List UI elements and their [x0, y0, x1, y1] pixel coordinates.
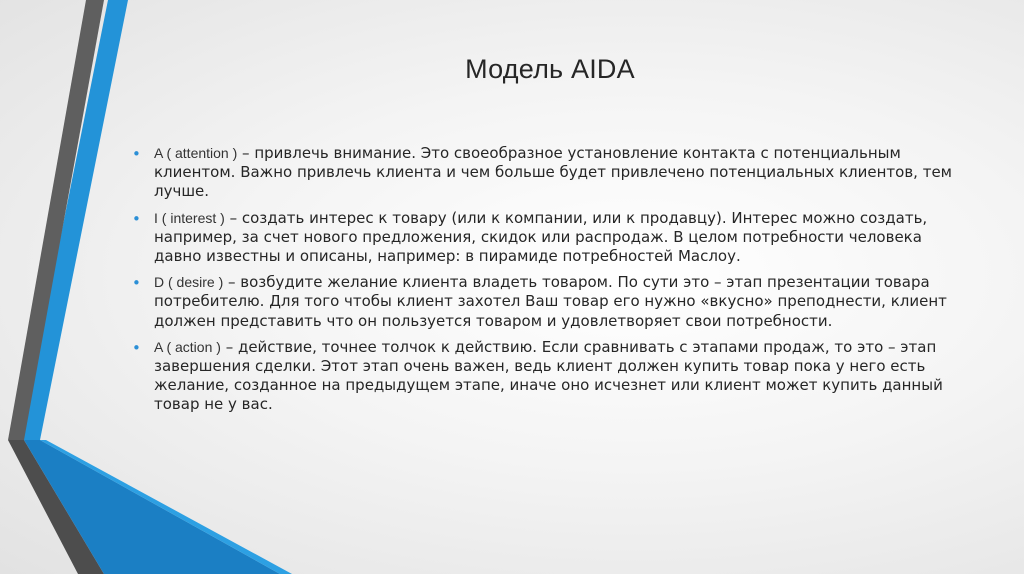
bullet-term: D ( desire ) — [154, 274, 224, 291]
bullet-paragraph — [154, 273, 952, 331]
bullet-list — [132, 144, 952, 422]
bullet-term: A ( attention ) — [154, 145, 238, 161]
bullet-dot-icon: • — [132, 209, 141, 228]
stripe-blue-upper — [20, 0, 128, 440]
bullet-paragraph — [154, 338, 952, 415]
bullet-dot-icon: • — [132, 338, 141, 357]
bullet-body: – действие, точнее толчок к действию. Если сравнивать с этапами продаж, то это – этап завершения сделки. Этот этап очень важен, ведь клиент должен купить товар пока у него есть желание, созданное на предыдущем этапе, иначе оно исчезнет или клиент может купить данный товар не у вас. — [154, 337, 943, 414]
bullet-paragraph — [154, 209, 952, 267]
bullet-dot-icon: • — [132, 145, 141, 163]
list-item — [132, 144, 952, 202]
bullet-body: – возбудите желание клиента владеть товаром. По сути это – этап презентации товара потребителю. Для того чтобы клиент захотел Ваш товар его нужно «вкусно» преподнести, клиент должен представить что он пользуется товаром и удовлетворяет свои потребности. — [154, 273, 947, 330]
bullet-term: A ( action ) — [154, 338, 221, 355]
list-item — [132, 209, 952, 267]
list-item — [132, 338, 952, 415]
slide-title: Модель AIDA — [465, 54, 635, 84]
bullet-body: – создать интерес к товару (или к компании, или к продавцу). Интерес можно создать, например, за счет нового предложения, скидок или распродаж. В целом потребности человека давно известны и описаны, например: в пирамиде потребностей Маслоу. — [154, 208, 928, 266]
bullet-term: I ( interest ) — [154, 209, 225, 226]
bullet-paragraph — [154, 144, 952, 202]
list-item — [132, 273, 952, 331]
stripe-gray-upper — [8, 0, 104, 440]
bullet-dot-icon: • — [132, 274, 141, 293]
bullet-body: – привлечь внимание. Это своеобразное установление контакта с потенциальным клиентом. Важно привлечь клиента и чем больше будет привлечено потенциальных клиентов, тем лучше. — [154, 144, 952, 201]
